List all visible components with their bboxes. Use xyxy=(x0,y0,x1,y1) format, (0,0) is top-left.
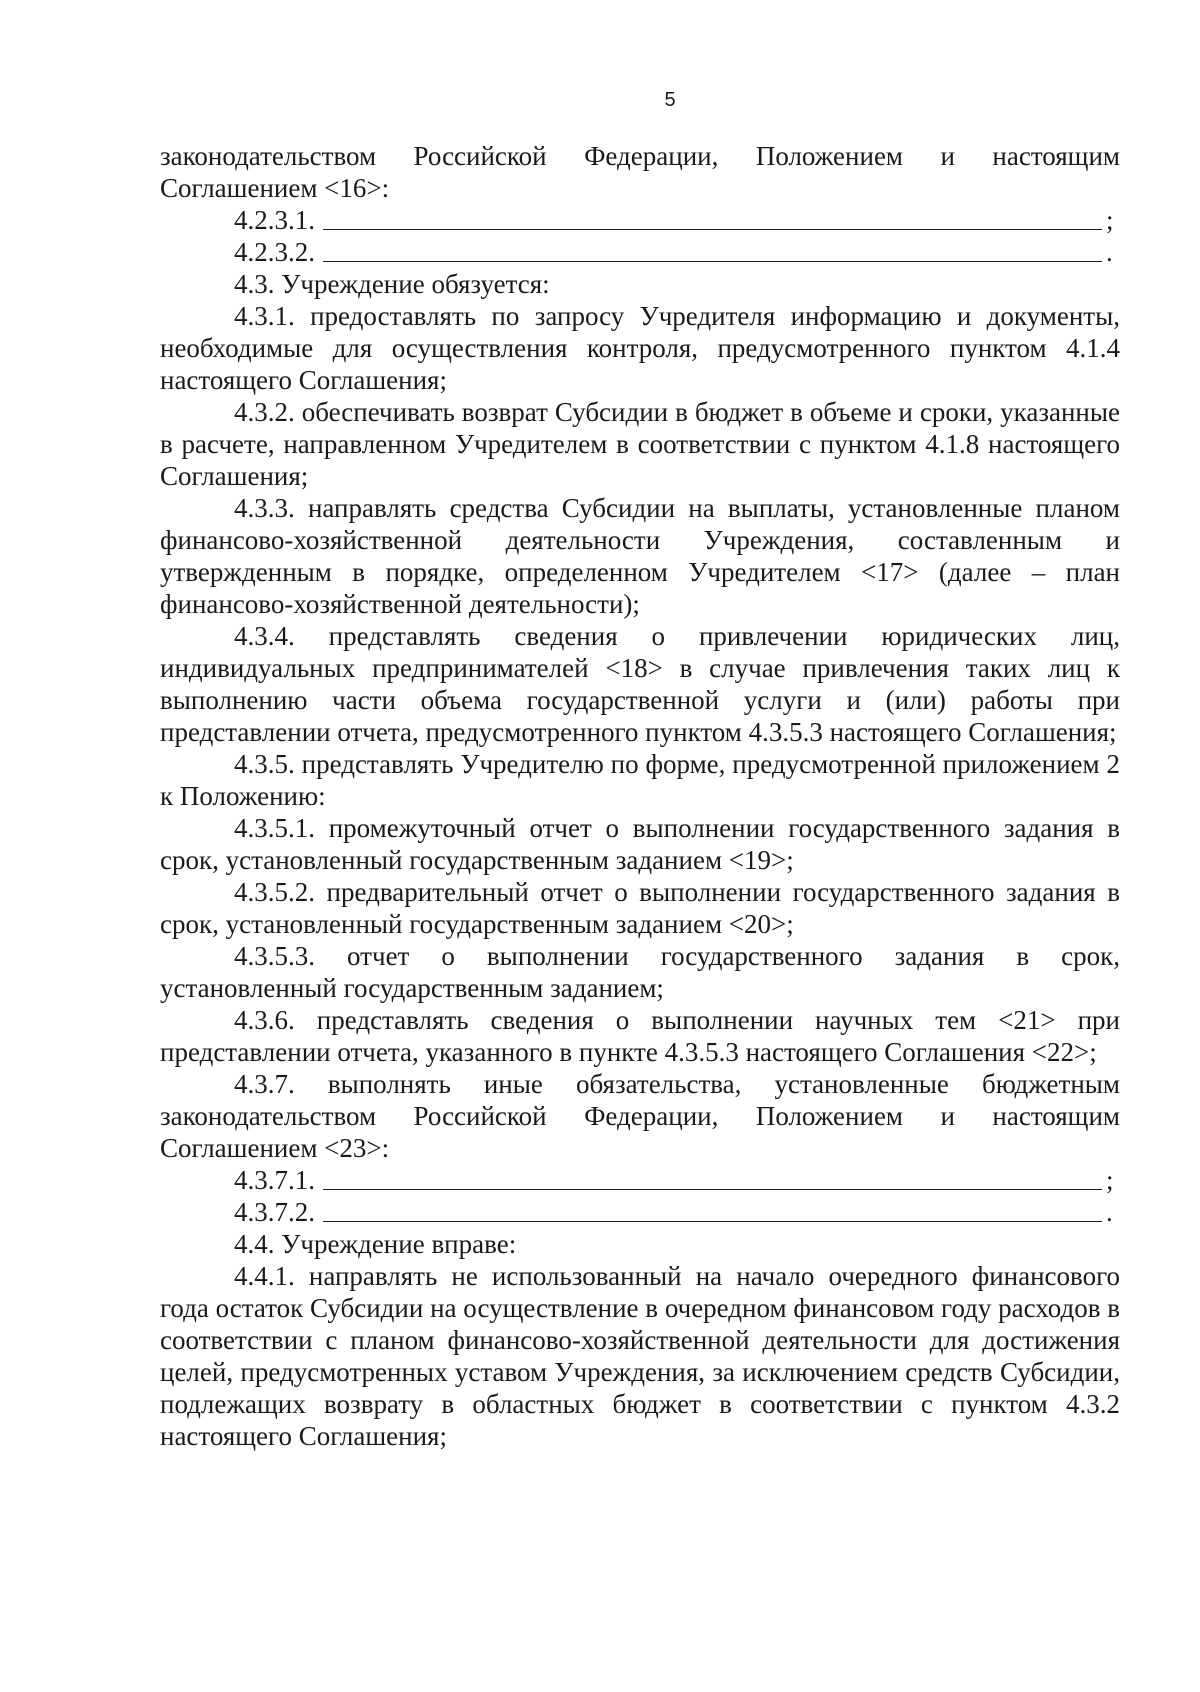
blank-item-4-3-7-2 xyxy=(160,1196,1120,1228)
item-punctuation: . xyxy=(1106,237,1113,267)
fill-in-line xyxy=(323,1189,1102,1190)
document-body xyxy=(160,140,1120,1452)
item-punctuation: . xyxy=(1106,1197,1113,1227)
clause-4-3-3: 4.3.3. направлять средства Субсидии на выплаты, установленные планом финансово-хозяйственной деятельности Учреждения, составленным и утвержденным в порядке, определенном Учредителем <17> (далее – план финансово-хозяйственной деятельности); xyxy=(160,493,1120,619)
item-number: 4.3.7.1. xyxy=(234,1165,315,1195)
clause-4-3-4: 4.3.4. представлять сведения о привлечении юридических лиц, индивидуальных предпринимателей <18> в случае привлечения таких лиц к выполнению части объема государственной услуги и (или) работы при представлении отчета, предусмотренного пунктом 4.3.5.3 настоящего Соглашения; xyxy=(160,621,1120,747)
item-punctuation: ; xyxy=(1106,205,1114,235)
blank-item-4-2-3-1 xyxy=(160,204,1120,236)
clause-4-4-1: 4.4.1. направлять не использованный на начало очередного финансового года остаток Субсидии на осуществление в очередном финансовом году расходов в соответствии с планом финансово-хозяйственной деятельности для достижения целей, предусмотренных уставом Учреждения, за исключением средств Субсидии, подлежащих возврату в областных бюджет в соответствии с пунктом 4.3.2 настоящего Соглашения; xyxy=(160,1261,1120,1451)
clause-4-3-2: 4.3.2. обеспечивать возврат Субсидии в бюджет в объеме и сроки, указанные в расчете, направленном Учредителем в соответствии с пунктом 4.1.8 настоящего Соглашения; xyxy=(160,397,1120,491)
fill-in-line xyxy=(323,1221,1102,1222)
fill-in-line xyxy=(323,229,1102,230)
page-number: 5 xyxy=(664,89,676,111)
item-number: 4.2.3.2. xyxy=(234,237,315,267)
blank-item-4-3-7-1 xyxy=(160,1164,1120,1196)
clause-4-3-5-3: 4.3.5.3. отчет о выполнении государственного задания в срок, установленный государственным заданием; xyxy=(160,941,1120,1003)
clause-4-3-6: 4.3.6. представлять сведения о выполнении научных тем <21> при представлении отчета, указанного в пункте 4.3.5.3 настоящего Соглашения <22>; xyxy=(160,1005,1120,1067)
item-number: 4.2.3.1. xyxy=(234,205,315,235)
fill-in-line xyxy=(323,261,1102,262)
clause-4-3-5-2: 4.3.5.2. предварительный отчет о выполнении государственного задания в срок, установленный государственным заданием <20>; xyxy=(160,877,1120,939)
clause-4-3-7: 4.3.7. выполнять иные обязательства, установленные бюджетным законодательством Российской Федерации, Положением и настоящим Соглашением <23>: xyxy=(160,1069,1120,1163)
clause-4-3-1: 4.3.1. предоставлять по запросу Учредителя информацию и документы, необходимые для осуществления контроля, предусмотренного пунктом 4.1.4 настоящего Соглашения; xyxy=(160,301,1120,395)
blank-item-4-2-3-2 xyxy=(160,236,1120,268)
paragraph-continuation: законодательством Российской Федерации, Положением и настоящим Соглашением <16>: xyxy=(160,141,1120,203)
item-punctuation: ; xyxy=(1106,1165,1114,1195)
clause-4-3-5: 4.3.5. представлять Учредителю по форме, предусмотренной приложением 2 к Положению: xyxy=(160,749,1120,811)
item-number: 4.3.7.2. xyxy=(234,1197,315,1227)
section-heading-4-4: 4.4. Учреждение вправе: xyxy=(234,1229,517,1259)
section-heading-4-3: 4.3. Учреждение обязуется: xyxy=(234,269,550,299)
clause-4-3-5-1: 4.3.5.1. промежуточный отчет о выполнении государственного задания в срок, установленный государственным заданием <19>; xyxy=(160,813,1120,875)
